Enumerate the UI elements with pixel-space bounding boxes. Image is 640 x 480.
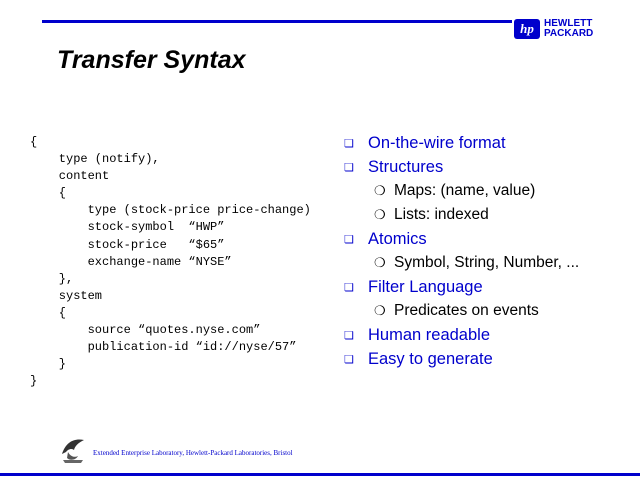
circle-bullet-icon: ❍ [374, 183, 386, 198]
square-bullet-icon: ❏ [344, 137, 354, 150]
square-bullet-icon: ❏ [344, 233, 354, 246]
bullet-row [344, 155, 579, 179]
code-line: stock-price “$65” [30, 237, 225, 252]
hp-logo [514, 17, 593, 41]
sub-bullet-row [344, 203, 579, 227]
bird-logo-icon [58, 434, 88, 466]
sub-bullet-row [344, 251, 579, 275]
sub-bullet-row [344, 179, 579, 203]
code-line: } [30, 357, 67, 372]
circle-bullet-icon: ❍ [374, 207, 386, 222]
bullet-text: Structures [368, 157, 444, 176]
hp-logo-mark: hp [520, 21, 534, 36]
bullet-row [344, 131, 579, 155]
sub-bullet-row [344, 299, 579, 323]
bullet-row [344, 275, 579, 299]
bullet-item [344, 323, 579, 347]
sub-bullet-text: Predicates on events [394, 302, 539, 319]
bottom-rule [0, 473, 640, 476]
bullet-item [344, 275, 579, 323]
bullet-row [344, 347, 579, 371]
sub-bullet-text: Maps: (name, value) [394, 182, 536, 199]
hp-logo-text [544, 19, 593, 39]
square-bullet-icon: ❏ [344, 161, 354, 174]
bullet-item [344, 131, 579, 155]
bullet-text: On-the-wire format [368, 133, 506, 152]
circle-bullet-icon: ❍ [374, 303, 386, 318]
code-line: type (stock-price price-change) [30, 203, 311, 218]
sub-bullet-text: Symbol, String, Number, ... [394, 254, 580, 271]
code-line: system [30, 288, 103, 303]
circle-bullet-icon: ❍ [374, 255, 386, 270]
code-line: { [30, 186, 67, 201]
code-line: stock-symbol “HWP” [30, 220, 225, 235]
code-line: } [30, 374, 38, 389]
bullet-row [344, 227, 579, 251]
square-bullet-icon: ❏ [344, 329, 354, 342]
code-block [30, 134, 311, 390]
bullet-item [344, 347, 579, 371]
code-line: exchange-name “NYSE” [30, 254, 232, 269]
code-line: type (notify), [30, 152, 160, 167]
bullet-item [344, 155, 579, 227]
bullet-item [344, 227, 579, 275]
bullet-row [344, 323, 579, 347]
bullet-text: Atomics [368, 229, 427, 248]
square-bullet-icon: ❏ [344, 353, 354, 366]
code-line: publication-id “id://nyse/57” [30, 340, 297, 355]
square-bullet-icon: ❏ [344, 281, 354, 294]
hp-logo-badge [514, 19, 540, 39]
bullet-text: Easy to generate [368, 349, 493, 368]
bullet-text: Filter Language [368, 277, 483, 296]
sub-bullet-text: Lists: indexed [394, 206, 489, 223]
slide-title: Transfer Syntax [57, 46, 246, 74]
code-line: { [30, 135, 38, 149]
code-line: source “quotes.nyse.com” [30, 323, 261, 338]
code-line: }, [30, 271, 74, 286]
footer-text: Extended Enterprise Laboratory, Hewlett-Packard Laboratories, Bristol [93, 449, 293, 457]
bullet-text: Human readable [368, 325, 490, 344]
bullet-list [344, 131, 579, 371]
code-line: content [30, 169, 110, 184]
hp-logo-line1: HEWLETT [544, 18, 593, 29]
top-rule [42, 20, 512, 23]
hp-logo-line2: PACKARD [544, 28, 594, 39]
code-line: { [30, 305, 67, 320]
